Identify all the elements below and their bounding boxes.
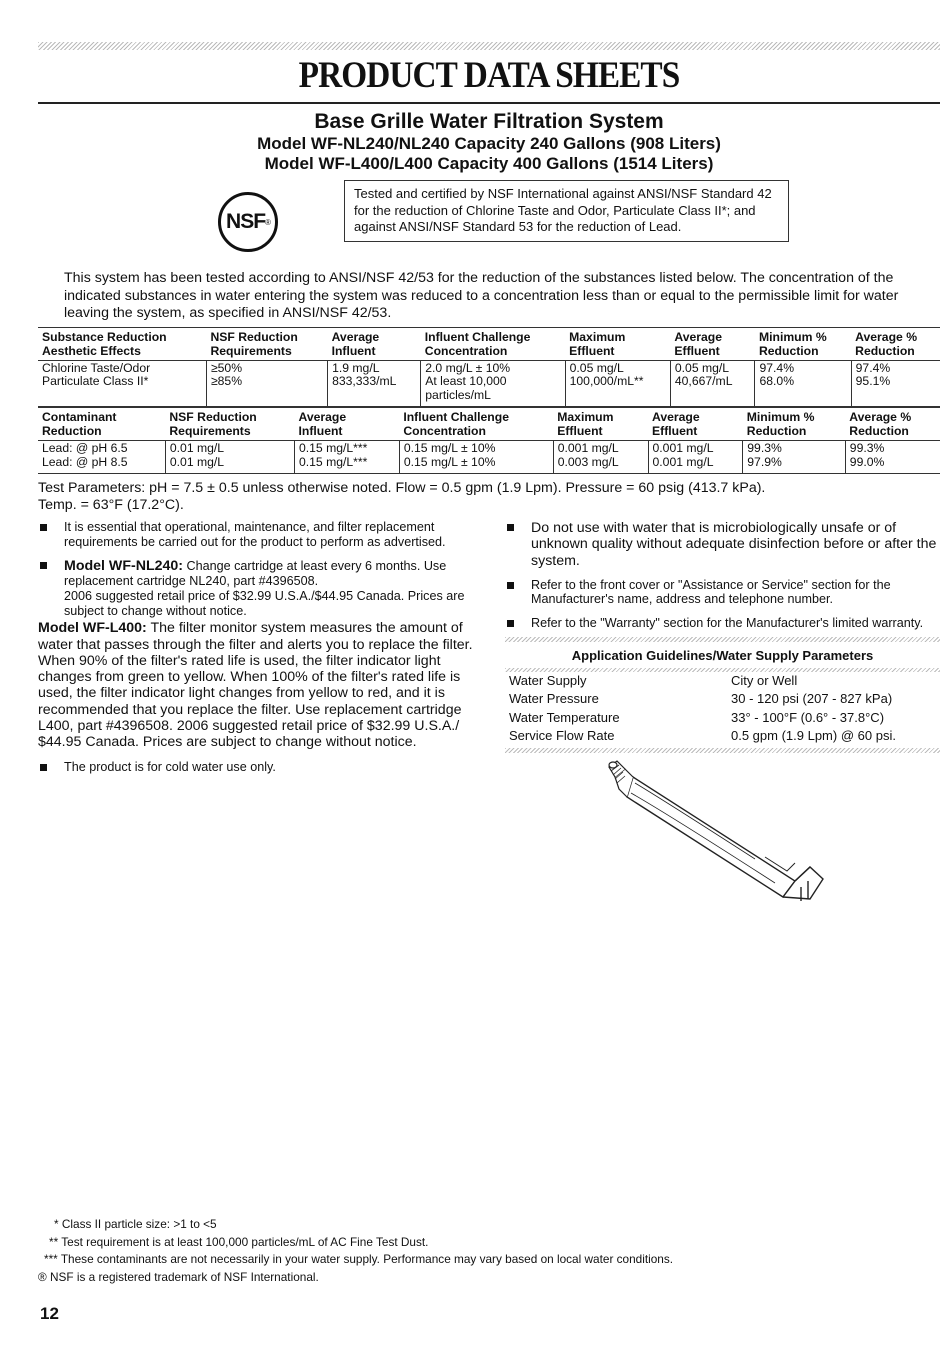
table2-headers-1: NSF Reduction Requirements — [165, 408, 294, 441]
table1-cells-4: 0.05 mg/L 100,000/mL** — [565, 360, 670, 407]
app-guidelines-row — [505, 727, 940, 746]
model-line-1: Model WF-NL240/NL240 Capacity 240 Gallons (908 Liters) — [257, 134, 721, 153]
footnotes — [38, 1216, 673, 1286]
nsf-logo-text: NSF — [226, 210, 266, 233]
table1-cells-1: ≥50% ≥85% — [206, 360, 327, 407]
table1-cells-5: 0.05 mg/L 40,667/mL — [670, 360, 755, 407]
intro-paragraph: This system has been tested according to ANSI/NSF 42/53 for the reduction of the substances listed below. The concentration of the indicated substances in water entering the system was reduced to a concentration less than or equal to the permissible limit for water leaving the system, as specified in ANSI/NSF 42/53. — [64, 270, 899, 321]
table2-cells-1: 0.01 mg/L 0.01 mg/L — [165, 441, 294, 474]
app-guidelines-key: Water Pressure — [509, 691, 599, 707]
model-l400-text: The filter monitor system measures the amount of water that passes through the filter and alerts you to replace the filter. When 90% of the filter's rated life is used, the filter indicator light changes from green to yellow. When 100% of the filter's rated life is used, the filter indicator light changes from yellow to red, and it is recommended that you replace the filter. Use replacement cartridge L400, part #4396508. 2006 suggested retail price of $32.99 U.S.A./ $44.95 Canada. Prices are subject to change without notice. — [38, 620, 473, 751]
table1-headers-3: Influent Challenge Concentration — [421, 327, 565, 360]
aesthetic-effects-table — [38, 327, 940, 408]
table2-cells-2: 0.15 mg/L*** 0.15 mg/L*** — [294, 441, 399, 474]
footnote-4: ® NSF is a registered trademark of NSF International. — [38, 1269, 319, 1284]
bullet-manufacturer-info: Refer to the front cover or "Assistance or Service" section for the Manufacturer's name, address and telephone number. — [505, 578, 940, 607]
app-guidelines-row — [505, 709, 940, 728]
table2-cells-6: 99.3% 97.9% — [743, 441, 846, 474]
app-guidelines-value: City or Well — [731, 672, 798, 688]
footnote-1: * Class II particle size: >1 to <5 — [54, 1217, 217, 1231]
app-guidelines-key: Water Supply — [509, 672, 587, 688]
top-hatch-bar — [38, 42, 940, 50]
app-guidelines-key: Service Flow Rate — [509, 728, 615, 744]
model-line-2: Model WF-L400/L400 Capacity 400 Gallons (1514 Liters) — [264, 154, 714, 173]
app-guidelines-hatch-bottom — [505, 748, 940, 753]
left-column — [38, 520, 483, 914]
table1-headers-2: Average Influent — [328, 327, 421, 360]
bullet-cold-water: The product is for cold water use only. — [38, 760, 483, 775]
table2-headers-5: Average Effluent — [648, 408, 743, 441]
page-title: PRODUCT DATA SHEETS — [298, 55, 680, 96]
certification-box: Tested and certified by NSF International against ANSI/NSF Standard 42 for the reduction of Chlorine Taste and Odor, Particulate Class II*; and against ANSI/NSF Standard 53 for the reduction of Lead. — [344, 180, 789, 242]
app-guidelines-row — [505, 690, 940, 709]
table2-cells-0: Lead: @ pH 6.5 Lead: @ pH 8.5 — [38, 441, 165, 474]
app-guidelines-hatch-top — [505, 637, 940, 642]
table2-cells-7: 99.3% 99.0% — [845, 441, 940, 474]
app-guidelines-value: 33° - 100°F (0.6° - 37.8°C) — [731, 709, 885, 725]
title-rule — [38, 102, 940, 104]
right-column — [505, 520, 940, 914]
table1-cells-7: 97.4% 95.1% — [851, 360, 940, 407]
table2-cells-3: 0.15 mg/L ± 10% 0.15 mg/L ± 10% — [399, 441, 553, 474]
table1-headers-7: Average % Reduction — [851, 327, 940, 360]
table2-headers-7: Average % Reduction — [845, 408, 940, 441]
model-nl240-text: Change cartridge at least every 6 months. Use replacement cartridge NL240, part #4396508. — [64, 559, 447, 589]
model-l400-label: Model WF-L400: — [38, 620, 147, 637]
model-nl240-label: Model WF-NL240: — [64, 558, 184, 575]
table2-headers-3: Influent Challenge Concentration — [399, 408, 553, 441]
app-guidelines-key: Water Temperature — [509, 709, 620, 725]
table1-headers-0: Substance Reduction Aesthetic Effects — [38, 327, 206, 360]
app-guidelines-table — [505, 672, 940, 746]
page-number: 12 — [40, 1304, 59, 1323]
table1-headers-6: Minimum % Reduction — [755, 327, 851, 360]
certification-row — [38, 178, 940, 264]
test-parameters-line-1: Test Parameters: pH = 7.5 ± 0.5 unless otherwise noted. Flow = 0.5 gpm (1.9 Lpm). Pressure = 60 psig (413.7 kPa). — [38, 480, 766, 496]
nsf-logo-reg: ® — [265, 217, 270, 227]
two-column-section — [38, 520, 940, 914]
footnote-3: *** These contaminants are not necessarily in your water supply. Performance may vary based on local water conditions. — [44, 1252, 674, 1266]
app-guidelines-row — [505, 672, 940, 691]
filter-cartridge-illustration — [605, 759, 845, 909]
cartridge-body — [627, 777, 823, 901]
bullet-microbiological: Do not use with water that is microbiologically unsafe or of unknown quality without adequate disinfection before or after the system. — [505, 520, 940, 569]
table2-cells-5: 0.001 mg/L 0.001 mg/L — [648, 441, 743, 474]
nsf-logo-icon — [218, 192, 278, 252]
app-guidelines-value: 0.5 gpm (1.9 Lpm) @ 60 psi. — [731, 728, 896, 744]
app-guidelines-title: Application Guidelines/Water Supply Parameters — [571, 647, 874, 663]
table2-headers-6: Minimum % Reduction — [743, 408, 846, 441]
table1-headers-1: NSF Reduction Requirements — [206, 327, 327, 360]
table2-cells-4: 0.001 mg/L 0.003 mg/L — [553, 441, 648, 474]
test-parameters-line-2: Temp. = 63°F (17.2°C). — [38, 497, 184, 513]
app-guidelines-value: 30 - 120 psi (207 - 827 kPa) — [731, 691, 893, 707]
table1-cells-0: Chlorine Taste/Odor Particulate Class II* — [38, 360, 206, 407]
table2-headers-4: Maximum Effluent — [553, 408, 648, 441]
table1-cells-2: 1.9 mg/L 833,333/mL — [328, 360, 421, 407]
table1-cells-3: 2.0 mg/L ± 10% At least 10,000 particles/mL — [421, 360, 565, 407]
table1-headers-5: Average Effluent — [670, 327, 755, 360]
system-title: Base Grille Water Filtration System — [314, 110, 664, 133]
bullet-maintenance: It is essential that operational, maintenance, and filter replacement requirements be carried out for the product to perform as advertised. — [38, 520, 483, 549]
bullet-warranty: Refer to the "Warranty" section for the Manufacturer's limited warranty. — [505, 616, 940, 631]
table2-headers-0: Contaminant Reduction — [38, 408, 165, 441]
contaminant-reduction-table — [38, 407, 940, 474]
test-parameters — [38, 480, 940, 514]
table1-headers-4: Maximum Effluent — [565, 327, 670, 360]
model-nl240-price: 2006 suggested retail price of $32.99 U.S.A./$44.95 Canada. Prices are subject to change without notice. — [64, 589, 465, 618]
model-l400-paragraph — [38, 620, 483, 750]
table2-headers-2: Average Influent — [294, 408, 399, 441]
page — [38, 0, 940, 1360]
bullet-model-nl240 — [38, 558, 483, 618]
table1-cells-6: 97.4% 68.0% — [755, 360, 851, 407]
footnote-2: ** Test requirement is at least 100,000 particles/mL of AC Fine Test Dust. — [49, 1234, 429, 1249]
